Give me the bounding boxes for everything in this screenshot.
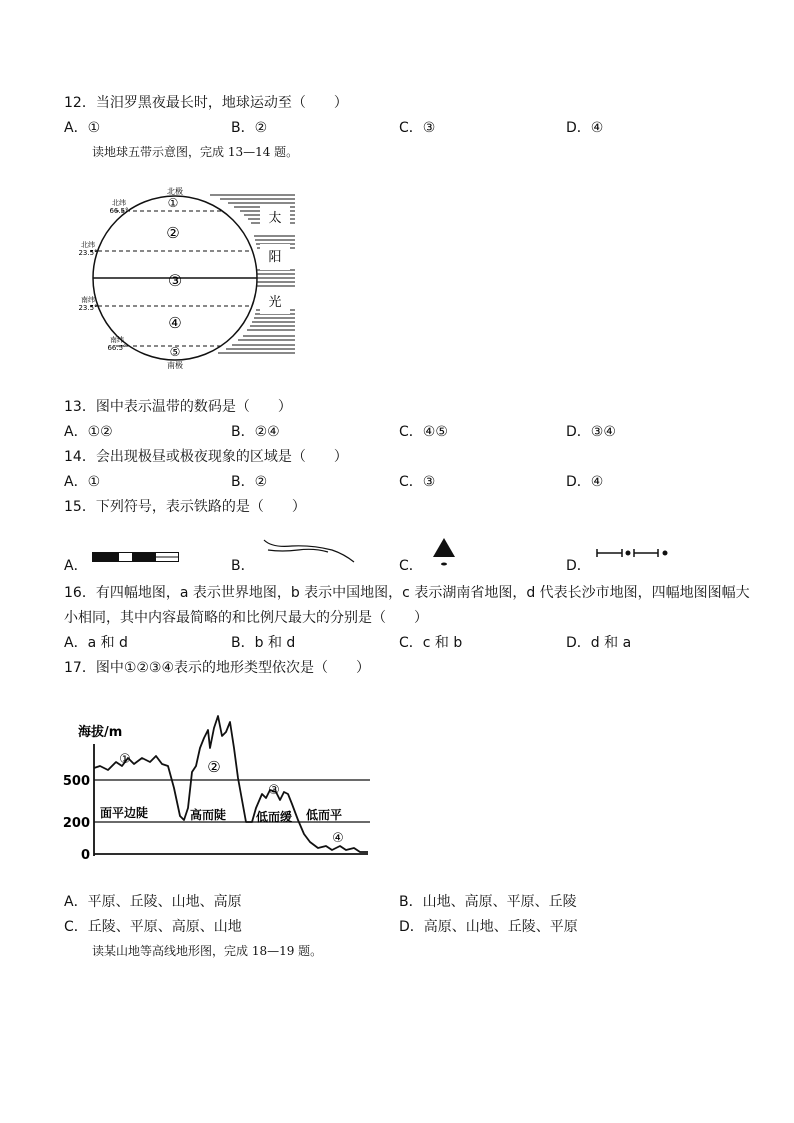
option-a[interactable]: A．①	[64, 474, 101, 490]
question-16-options	[64, 632, 744, 652]
option-b[interactable]: B．②	[231, 474, 268, 490]
option-a[interactable]: A．平原、丘陵、山地、高原	[64, 894, 242, 910]
option-b[interactable]: B．②	[231, 120, 268, 136]
boundary-symbol	[594, 546, 670, 560]
terrain-marker-2: ②	[207, 758, 221, 776]
zone-5-marker: ⑤	[169, 345, 181, 359]
earth-five-zones-diagram	[70, 180, 310, 370]
question-13-stem: 13．图中表示温带的数码是（ ）	[64, 399, 292, 415]
terrain-profile-diagram	[62, 708, 390, 868]
lat-label-n66-line1: 北纬	[112, 199, 126, 207]
option-c[interactable]: C．丘陵、平原、高原、山地	[64, 919, 242, 935]
option-c[interactable]: C．	[399, 558, 423, 574]
option-c[interactable]: C．④⑤	[399, 424, 448, 440]
lat-label-n66-line2: 66.5°	[109, 207, 129, 215]
question-12-stem: 12．当汨罗黑夜最长时，地球运动至（ ）	[64, 95, 348, 111]
zone-3-marker: ③	[167, 271, 183, 290]
option-b[interactable]: B．②④	[231, 424, 280, 440]
tick-200: 200	[62, 816, 90, 831]
terrain-ylabel: 海拔/m	[78, 725, 123, 740]
option-d[interactable]: D．高原、山地、丘陵、平原	[399, 919, 578, 935]
zone-2-marker: ②	[166, 224, 180, 242]
terrain-marker-1: ①	[119, 752, 131, 767]
lat-label-s66-line1: 南纬	[110, 336, 124, 344]
mountain-peak-symbol	[430, 536, 458, 566]
lat-label-s66-line2: 66.5°	[107, 344, 127, 352]
option-d[interactable]: D．d 和 a	[566, 635, 632, 651]
question-15-stem: 15．下列符号，表示铁路的是（ ）	[64, 499, 306, 515]
tick-0: 0	[80, 848, 90, 863]
terrain-profile-curve	[94, 716, 368, 852]
zone-4-marker: ④	[168, 314, 182, 332]
option-c[interactable]: C．c 和 b	[399, 635, 463, 651]
intro-13-14: 读地球五带示意图，完成 13—14 题。	[92, 145, 299, 159]
lat-label-n23-line2: 23.5°	[78, 249, 98, 257]
option-a[interactable]: A．a 和 d	[64, 635, 128, 651]
option-c[interactable]: C．③	[399, 120, 436, 136]
railway-symbol	[92, 550, 180, 564]
option-b[interactable]: B．b 和 d	[231, 635, 296, 651]
question-17-options-row1	[64, 891, 744, 911]
option-d[interactable]: D．	[566, 558, 591, 574]
terrain-region-label-2: 高而陡	[190, 808, 227, 822]
zone-1-marker: ①	[167, 196, 179, 210]
question-17-options-row2	[64, 916, 744, 936]
option-d[interactable]: D．③④	[566, 424, 616, 440]
option-c[interactable]: C．③	[399, 474, 436, 490]
sun-char-2: 阳	[268, 250, 282, 265]
question-16-stem-line1: 16．有四幅地图，a 表示世界地图，b 表示中国地图，c 表示湖南省地图，d 代表长沙市地图，四幅地图图幅大	[64, 585, 750, 601]
terrain-marker-4: ④	[332, 831, 344, 846]
question-16-stem-line2: 小相同，其中内容最简略的和比例尺最大的分别是（ ）	[64, 610, 428, 626]
sun-char-1: 太	[268, 211, 282, 226]
terrain-marker-3: ③	[268, 783, 280, 798]
question-12-options	[64, 117, 744, 137]
intro-18-19: 读某山地等高线地形图，完成 18—19 题。	[92, 944, 323, 958]
river-symbol	[262, 536, 358, 566]
south-pole-label: 南极	[167, 361, 183, 370]
lat-label-s23-line2: 23.5°	[78, 304, 98, 312]
terrain-region-label-3: 低而缓	[256, 810, 293, 824]
question-14-stem: 14．会出现极昼或极夜现象的区域是（ ）	[64, 449, 348, 465]
lat-label-n23-line1: 北纬	[81, 241, 95, 249]
option-a[interactable]: A．①	[64, 120, 101, 136]
option-b[interactable]: B．山地、高原、平原、丘陵	[399, 894, 577, 910]
option-d[interactable]: D．④	[566, 120, 604, 136]
terrain-region-label-1: 面平边陡	[100, 806, 149, 820]
question-14-options	[64, 471, 744, 491]
option-b[interactable]: B．	[231, 558, 255, 574]
sun-char-3: 光	[268, 295, 282, 310]
question-17-stem: 17．图中①②③④表示的地形类型依次是（ ）	[64, 660, 371, 676]
terrain-region-label-4: 低而平	[306, 808, 343, 822]
tick-500: 500	[62, 774, 90, 789]
lat-label-s23-line1: 南纬	[81, 296, 95, 304]
option-a[interactable]: A．	[64, 558, 88, 574]
question-13-options	[64, 421, 744, 441]
option-d[interactable]: D．④	[566, 474, 604, 490]
north-pole-label: 北极	[167, 187, 183, 196]
option-a[interactable]: A．①②	[64, 424, 113, 440]
